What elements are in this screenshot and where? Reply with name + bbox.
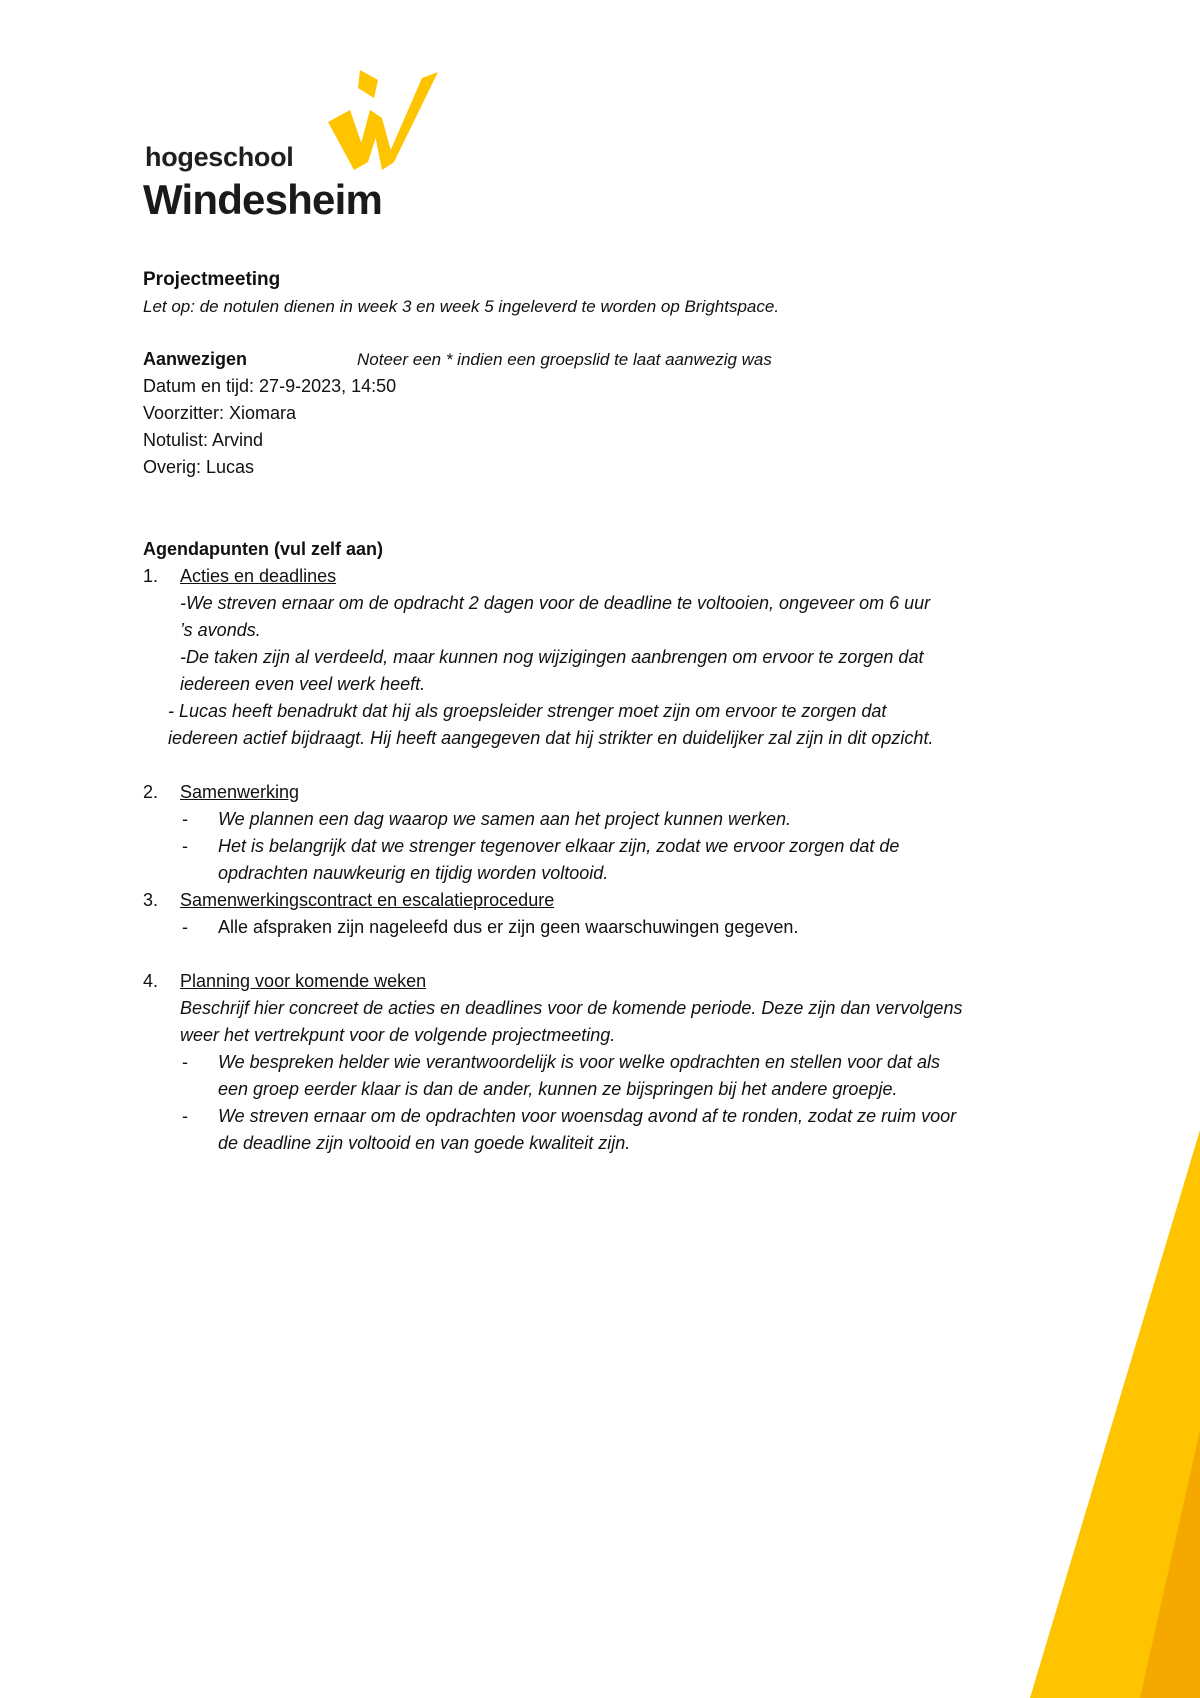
- bullet-text: We plannen een dag waarop we samen aan het project kunnen werken.: [218, 809, 792, 829]
- page-subtitle: Let op: de notulen dienen in week 3 en week 5 ingeleverd te worden op Brightspace.: [143, 297, 780, 316]
- agenda-item-title: Samenwerking: [180, 782, 300, 802]
- decorative-yellow-shape: [1030, 1130, 1200, 1698]
- bullet-text: We streven ernaar om de opdrachten voor woensdag avond af te ronden, zodat ze ruim voor: [218, 1106, 957, 1126]
- bullet-text: de deadline zijn voltooid en van goede kwaliteit zijn.: [218, 1133, 631, 1153]
- agenda-item-line: iedereen actief bijdraagt. Hij heeft aangegeven dat hij strikter en duidelijker zal zijn in dit opzicht.: [168, 728, 934, 748]
- bullet-dash: -: [182, 836, 188, 856]
- page-title: Projectmeeting: [143, 269, 281, 290]
- bullet-dash: -: [182, 1052, 188, 1072]
- agenda-item-title: Samenwerkingscontract en escalatieprocedure: [180, 890, 555, 910]
- bullet-dash: -: [182, 1106, 188, 1126]
- windesheim-w-icon: [320, 70, 440, 180]
- agenda-item-intro: Beschrijf hier concreet de acties en deadlines voor de komende periode. Deze zijn dan vervolgens: [180, 998, 963, 1018]
- bullet-text: Alle afspraken zijn nageleefd dus er zijn geen waarschuwingen gegeven.: [218, 917, 799, 937]
- logo-line-hogeschool: hogeschool: [145, 142, 294, 172]
- bullet-dash: -: [182, 809, 188, 829]
- agenda-item-title: Planning voor komende weken: [180, 971, 427, 991]
- bullet-dash: -: [182, 917, 188, 937]
- agenda-item-title: Acties en deadlines: [180, 566, 337, 586]
- agenda-item-line: -We streven ernaar om de opdracht 2 dagen voor de deadline te voltooien, ongeveer om 6 uur: [180, 593, 931, 613]
- agenda-item-number: 2.: [143, 782, 159, 802]
- agenda-item-number: 4.: [143, 971, 159, 991]
- agenda-item-line: ’s avonds.: [180, 620, 261, 640]
- meeting-secretary: Notulist: Arvind: [143, 430, 264, 450]
- attendance-heading: Aanwezigen: [143, 349, 248, 369]
- meeting-datetime: Datum en tijd: 27-9-2023, 14:50: [143, 376, 397, 396]
- bullet-text: een groep eerder klaar is dan de ander, kunnen ze bijspringen bij het andere groepje.: [218, 1079, 898, 1099]
- attendance-note: Noteer een * indien een groepslid te laat aanwezig was: [357, 350, 772, 369]
- meeting-other: Overig: Lucas: [143, 457, 255, 477]
- agenda-item-line: iedereen even veel werk heeft.: [180, 674, 426, 694]
- agenda-item-intro: weer het vertrekpunt voor de volgende projectmeeting.: [180, 1025, 616, 1045]
- agenda-item-number: 1.: [143, 566, 159, 586]
- agenda-item-line: -De taken zijn al verdeeld, maar kunnen nog wijzigingen aanbrengen om ervoor te zorgen dat: [180, 647, 924, 667]
- bullet-text: We bespreken helder wie verantwoordelijk is voor welke opdrachten en stellen voor dat als: [218, 1052, 941, 1072]
- bullet-text: Het is belangrijk dat we strenger tegenover elkaar zijn, zodat we ervoor zorgen dat de: [218, 836, 900, 856]
- logo-line-windesheim: Windesheim: [143, 176, 382, 223]
- windesheim-logo: [145, 70, 455, 230]
- bullet-text: opdrachten nauwkeurig en tijdig worden voltooid.: [218, 863, 609, 883]
- agenda-item-number: 3.: [143, 890, 159, 910]
- meeting-chair: Voorzitter: Xiomara: [143, 403, 297, 423]
- agenda-heading: Agendapunten (vul zelf aan): [143, 539, 384, 559]
- agenda-item-line: - Lucas heeft benadrukt dat hij als groepsleider strenger moet zijn om ervoor te zorgen dat: [168, 701, 887, 721]
